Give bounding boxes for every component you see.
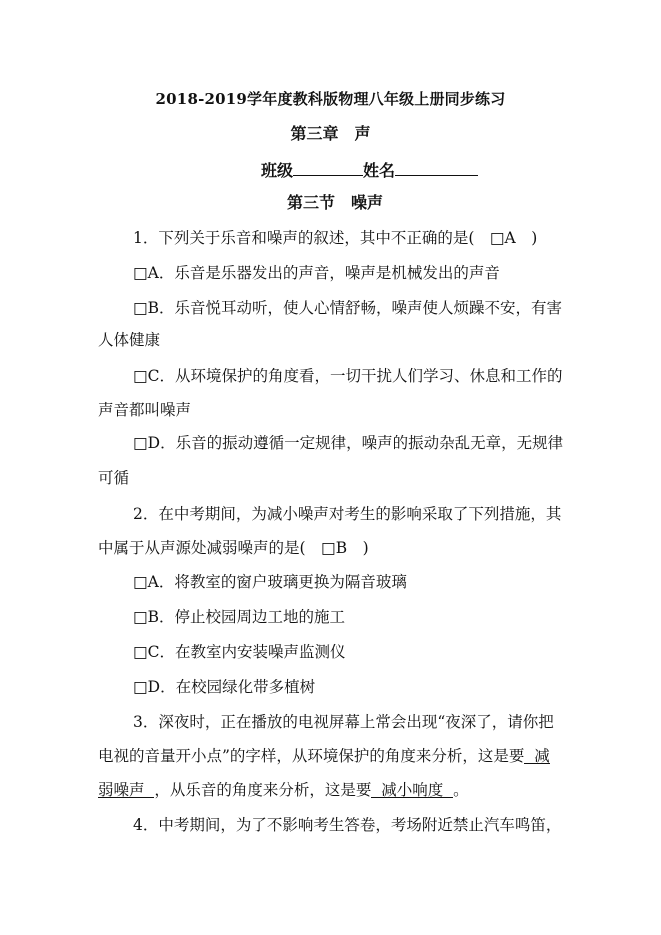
name-blank bbox=[395, 158, 478, 176]
question-2-option-c: □C．在教室内安装噪声监测仪 bbox=[133, 643, 346, 661]
question-1-option-b-cont: 人体健康 bbox=[98, 331, 161, 349]
class-blank bbox=[293, 158, 363, 176]
question-1-option-d-cont: 可循 bbox=[98, 469, 130, 487]
class-label: 班级 bbox=[261, 161, 294, 180]
question-1-option-c: □C．从环境保护的角度看，一切干扰人们学习、休息和工作的 bbox=[133, 367, 563, 385]
question-2-option-b: □B．停止校园周边工地的施工 bbox=[133, 608, 346, 626]
answer-text: 减小响度 bbox=[381, 781, 444, 799]
class-name-line bbox=[261, 158, 478, 181]
chapter-heading: 第三章 声 bbox=[290, 124, 371, 143]
answer-text: 减 bbox=[534, 747, 550, 765]
question-1-option-a: □A．乐音是乐器发出的声音，噪声是机械发出的声音 bbox=[133, 264, 500, 282]
question-3-text-b: ，从乐音的角度来分析，这是要 bbox=[154, 781, 372, 799]
question-3-end: 。 bbox=[453, 781, 469, 799]
worksheet-title: 2018-2019学年度教科版物理八年级上册同步练习 bbox=[155, 90, 506, 108]
question-3-line-1: 3．深夜时，正在播放的电视屏幕上常会出现“夜深了，请你把 bbox=[133, 713, 554, 731]
question-3-answer-1a bbox=[524, 746, 549, 764]
name-label: 姓名 bbox=[363, 161, 396, 180]
question-1-option-b: □B．乐音悦耳动听，使人心情舒畅，噪声使人烦躁不安，有害 bbox=[133, 299, 563, 317]
question-3-answer-2 bbox=[371, 780, 453, 798]
question-2-stem: 2．在中考期间，为减小噪声对考生的影响采取了下列措施，其 bbox=[133, 505, 562, 523]
question-2-stem-cont: 中属于从声源处减弱噪声的是( □B ) bbox=[98, 539, 369, 557]
question-3-answer-1b bbox=[98, 780, 154, 798]
question-3-line-2 bbox=[98, 746, 550, 766]
question-1-stem: 1．下列关于乐音和噪声的叙述，其中不正确的是( □A ) bbox=[133, 229, 538, 247]
question-2-option-a: □A．将教室的窗户玻璃更换为隔音玻璃 bbox=[133, 573, 407, 591]
question-1-option-d: □D．乐音的振动遵循一定规律，噪声的振动杂乱无章，无规律 bbox=[133, 434, 564, 452]
question-2-option-d: □D．在校园绿化带多植树 bbox=[133, 678, 316, 696]
question-3-line-3 bbox=[98, 780, 469, 800]
question-4-line-1: 4．中考期间，为了不影响考生答卷，考场附近禁止汽车鸣笛， bbox=[133, 816, 562, 834]
answer-text: 弱噪声 bbox=[98, 781, 145, 799]
question-3-text-a: 电视的音量开小点”的字样，从环境保护的角度来分析，这是要 bbox=[98, 747, 525, 765]
section-heading: 第三节 噪声 bbox=[287, 193, 384, 212]
question-1-option-c-cont: 声音都叫噪声 bbox=[98, 401, 192, 419]
